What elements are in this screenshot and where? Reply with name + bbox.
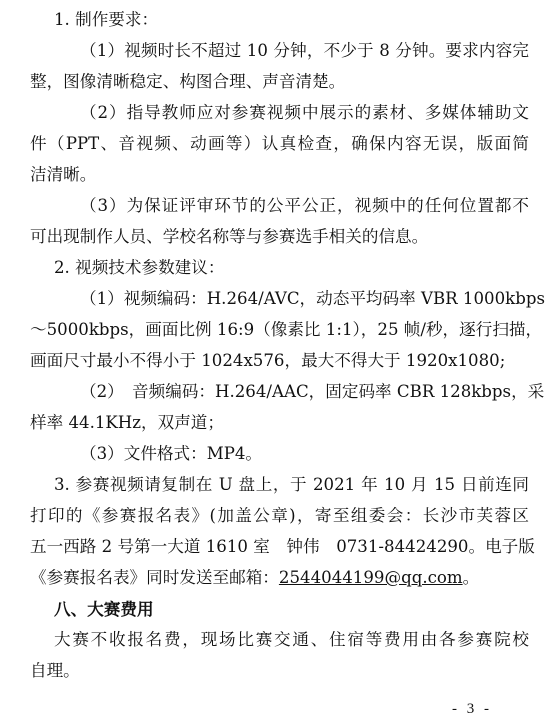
paragraph-line: 样率 44.1KHz，双声道； [30, 413, 224, 432]
paragraph-line: （1）视频时长不超过 10 分钟，不少于 8 分钟。要求内容完 [80, 41, 529, 60]
email-line-text: 《参赛报名表》同时发送至邮箱： [30, 568, 279, 587]
paragraph-line: 可出现制作人员、学校名称等与参赛选手相关的信息。 [30, 227, 429, 246]
paragraph-line: （2） 音频编码：H.264/AAC，固定码率 CBR 128kbps，采 [80, 382, 545, 401]
paragraph-line: 打印的《参赛报名表》(加盖公章)，寄至组委会：长沙市芙蓉区 [30, 506, 529, 525]
paragraph-line: 洁清晰。 [30, 165, 97, 184]
email-line [30, 568, 551, 588]
paragraph-line: （2）指导教师应对参赛视频中展示的素材、多媒体辅助文 [80, 103, 529, 122]
paragraph-line: 件（PPT、音视频、动画等）认真检查，确保内容无误，版面简 [30, 134, 529, 153]
heading-production-requirements: 1. 制作要求： [54, 10, 159, 29]
email-line-suffix: 。 [462, 568, 480, 587]
paragraph-line: 整，图像清晰稳定、构图合理、声音清楚。 [30, 72, 346, 91]
paragraph-line: ～5000kbps，画面比例 16:9（像素比 1:1），25 帧/秒，逐行扫描， [30, 320, 543, 339]
paragraph-line: 大赛不收报名费，现场比赛交通、住宿等费用由各参赛院校 [54, 630, 529, 649]
heading-video-params: 2. 视频技术参数建议： [54, 258, 225, 277]
paragraph-line: 自理。 [30, 661, 80, 680]
paragraph-line: （3）为保证评审环节的公平公正，视频中的任何位置都不 [80, 196, 529, 215]
paragraph-line: （1）视频编码：H.264/AVC，动态平均码率 VBR 1000kbps [80, 289, 545, 308]
paragraph-line: 3. 参赛视频请复制在 U 盘上，于 2021 年 10 月 15 日前连同 [54, 475, 529, 494]
section-heading-fees: 八、大赛费用 [54, 599, 154, 619]
page-number: - 3 - [452, 701, 492, 717]
email-link[interactable]: 2544044199@qq.com [278, 568, 463, 587]
paragraph-line: 画面尺寸最小不得小于 1024x576，最大不得大于 1920x1080; [30, 351, 506, 370]
paragraph-line: （3）文件格式：MP4。 [80, 444, 263, 463]
paragraph-line: 五一西路 2 号第一大道 1610 室 钟伟 0731-84424290。电子版 [30, 537, 535, 556]
